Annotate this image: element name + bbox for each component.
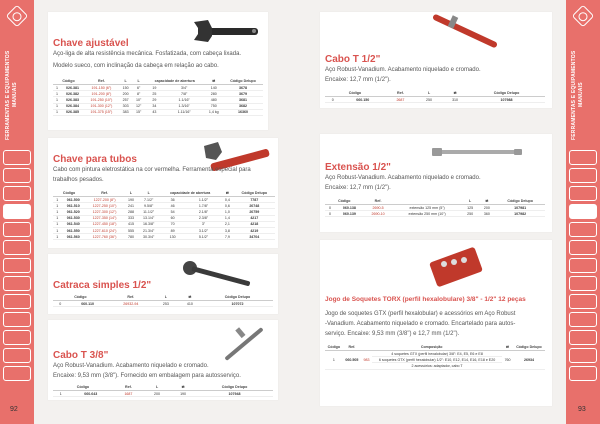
table-cell: 1 <box>53 97 61 103</box>
product-description: Encaixe: 9,53 mm (3/8"). Fornecido em embalagem para autosserviço. <box>53 373 241 379</box>
product-title: Cabo T 3/8" <box>53 350 109 361</box>
extension-bar-image <box>428 144 528 160</box>
table-cell: 250 <box>462 211 479 217</box>
product-table <box>325 90 545 103</box>
table-cell: 54 <box>159 209 185 215</box>
table-cell: 107988 <box>468 97 545 103</box>
product-card-chave-tubos <box>48 138 278 248</box>
product-card-catraca <box>48 254 278 314</box>
table-cell: 060.138 <box>335 205 364 211</box>
table-header: Código Delupo <box>468 90 545 97</box>
table-cell: 061.520 <box>61 209 85 215</box>
table-header: Ref. <box>364 198 393 205</box>
table-cell: 360 <box>479 211 496 217</box>
table-cell: 0,6 <box>221 203 234 209</box>
table-cell: 241 <box>124 203 138 209</box>
product-card-cabo-t-38 <box>48 320 278 400</box>
table-cell: 70 <box>159 221 185 227</box>
table-cell: 026.382 <box>61 91 84 97</box>
product-table <box>53 78 263 116</box>
section-tab[interactable] <box>569 366 597 381</box>
table-cell: 10" <box>132 97 145 103</box>
product-table <box>53 384 273 397</box>
table-cell: 480 <box>204 97 223 103</box>
section-tabs <box>3 150 31 384</box>
table-header: Ref. <box>108 294 154 301</box>
right-page <box>300 0 600 424</box>
table-cell: 1 <box>53 203 61 209</box>
table-cell: 26934 <box>513 351 545 370</box>
table-row <box>53 234 275 240</box>
table-cell: 1 <box>53 227 61 233</box>
product-description: Aço-liga de alta resistência mecânica. Fosfatizada, com cabeça lixada. <box>53 51 242 57</box>
table-cell: 16360 <box>223 109 263 115</box>
table-cell: 1 <box>53 234 61 240</box>
table-cell: 191-375 (15") <box>84 109 119 115</box>
table-cell: 1227-200 (8") <box>85 197 124 203</box>
table-cell: 34 <box>145 103 164 109</box>
table-cell: 2.3/8" <box>186 215 221 221</box>
table-cell: 1,0 <box>221 209 234 215</box>
table-cell: extensão 250 mm (10") <box>393 211 462 217</box>
table-cell: 200 <box>479 205 496 211</box>
table-cell: 026.381 <box>61 85 84 91</box>
table-header: Código Delupo <box>513 344 545 351</box>
table-header: Código <box>53 384 113 391</box>
table-cell: 288 <box>124 209 138 215</box>
sidebar-title: FERRAMENTAS E EQUIPAMENTOS MANUAIS <box>5 50 18 140</box>
section-tab[interactable] <box>569 294 597 309</box>
table-cell: 4219 <box>234 227 275 233</box>
table-cell: 1,4 <box>221 215 234 221</box>
table-cell: 107948 <box>196 391 273 397</box>
section-tab[interactable] <box>569 222 597 237</box>
table-cell: 150 <box>119 85 132 91</box>
table-cell: 107072 <box>202 301 273 307</box>
table-cell: 30.3/4" <box>138 234 159 240</box>
section-tab[interactable] <box>569 168 597 183</box>
table-header: capacidade de abertura <box>145 78 205 85</box>
table-header: Código Delupo <box>196 384 273 391</box>
table-header: Código Delupo <box>495 198 545 205</box>
product-card-jogo-soquetes <box>320 240 552 406</box>
table-header: Código Delupo <box>202 294 273 301</box>
table-cell: 200 <box>119 91 132 97</box>
table-header: Código <box>53 294 108 301</box>
product-description: Cabo com pintura eletrostática na cor vermelha. Ferramenta especial para <box>53 167 251 173</box>
table-cell: 7,9 <box>221 234 234 240</box>
adjustable-wrench-image <box>190 16 264 46</box>
table-cell: 061.510 <box>61 203 85 209</box>
table-cell: 1227-250 (10") <box>85 203 124 209</box>
table-header: L <box>124 190 138 197</box>
product-title: Extensão 1/2" <box>325 162 391 173</box>
table-header: Código <box>325 198 364 205</box>
table-header: ⇄ <box>204 78 223 85</box>
table-cell: 11.1/2" <box>138 209 159 215</box>
table-cell: 061.500 <box>61 197 85 203</box>
table-header: Ref. <box>343 344 361 351</box>
table-header: L <box>416 90 442 97</box>
table-cell: 060.150 <box>341 97 385 103</box>
table-cell: 3" <box>186 221 221 227</box>
table-cell: 2687 <box>385 97 416 103</box>
table-cell: 760 <box>502 351 513 370</box>
table-cell: 1227-350 (14") <box>85 215 124 221</box>
table-cell: 200 <box>144 391 170 397</box>
table-cell: 191-250 (10") <box>84 97 119 103</box>
table-cell: 1227-760 (36") <box>85 234 124 240</box>
table-header: ⇄ <box>479 198 496 205</box>
section-tab[interactable] <box>3 258 31 273</box>
table-cell: 410 <box>178 301 202 307</box>
table-cell: 140 <box>204 85 223 91</box>
t-handle-image <box>420 14 520 54</box>
table-cell: 983 <box>361 351 372 370</box>
section-tab[interactable] <box>3 294 31 309</box>
table-cell: 3678 <box>223 85 263 91</box>
table-cell: 19 <box>145 85 164 91</box>
table-cell: 2 acessórios: adaptador, cabo T <box>372 363 502 369</box>
table-cell: 026.385 <box>61 109 84 115</box>
table-cell: 3/4" <box>164 85 205 91</box>
product-title: Catraca simples 1/2" <box>53 280 152 291</box>
sidebar-title: FERRAMENTAS E EQUIPAMENTOS MANUAIS <box>571 50 584 140</box>
table-cell: 1 <box>53 91 61 97</box>
section-tab[interactable] <box>569 330 597 345</box>
table-cell: 13.1/4" <box>138 215 159 221</box>
table-cell: 25 <box>145 91 164 97</box>
table-cell: 1.11/16" <box>164 109 205 115</box>
table-cell: 190 <box>124 197 138 203</box>
table-cell: 0 <box>325 97 341 103</box>
table-cell: 60 <box>159 215 185 221</box>
table-cell: 060.505 <box>343 351 361 370</box>
product-description: Encaixe: 12,7 mm (1/2"). <box>325 77 391 83</box>
table-header: ⇄ <box>502 344 513 351</box>
section-tab[interactable] <box>3 330 31 345</box>
table-cell: 555 <box>124 227 138 233</box>
table-header: Código <box>325 344 343 351</box>
table-header: Ref. <box>113 384 144 391</box>
table-cell: 2.1/8" <box>186 209 221 215</box>
table-cell: 1 <box>53 85 61 91</box>
table-cell: 1227-300 (12") <box>85 209 124 215</box>
product-title: Chave ajustável <box>53 38 129 49</box>
table-cell: 21.3/4" <box>138 227 159 233</box>
section-tab[interactable] <box>3 348 31 363</box>
product-description: Encaixe: 12,7 mm (1/2"). <box>325 185 391 191</box>
table-cell: 061.560 <box>61 234 85 240</box>
section-tab[interactable] <box>3 312 31 327</box>
table-cell: 1227-450 (18") <box>85 221 124 227</box>
table-cell: 0 <box>325 211 335 217</box>
table-cell: 4218 <box>234 221 275 227</box>
product-description: Aço Robust-Vanadium. Acabamento niquelado e cromado. <box>53 363 209 369</box>
table-row <box>325 211 545 217</box>
brand-logo-icon <box>6 5 29 28</box>
page-number: 93 <box>578 406 586 413</box>
table-cell: 1 <box>53 215 61 221</box>
table-header: ⇄ <box>221 190 234 197</box>
table-cell: 3681 <box>223 97 263 103</box>
table-row <box>53 391 273 397</box>
table-header: Código <box>325 90 385 97</box>
table-header: Ref. <box>84 78 119 85</box>
section-tab-active[interactable] <box>569 204 597 219</box>
table-cell: 2690-5 <box>364 205 393 211</box>
section-tab[interactable] <box>569 258 597 273</box>
table-cell: 780 <box>124 234 138 240</box>
table-cell: 1 <box>53 103 61 109</box>
table-header: L <box>144 384 170 391</box>
table-cell: 061.540 <box>61 221 85 227</box>
table-cell: 2,1 <box>221 221 234 227</box>
section-tab-active[interactable] <box>3 204 31 219</box>
table-body <box>53 197 275 240</box>
table-cell: 16.3/8" <box>138 221 159 227</box>
left-sidebar <box>0 0 34 424</box>
table-cell: 1.7/8" <box>186 203 221 209</box>
table-cell: 1227-610 (24") <box>85 227 124 233</box>
table-cell: 130 <box>159 234 185 240</box>
table-header: capacidade de abertura <box>159 190 221 197</box>
table-cell: 0,4 <box>221 197 234 203</box>
table-cell: 107981 <box>495 205 545 211</box>
table-cell: 1.1/16" <box>164 97 205 103</box>
table-cell: 191-300 (12") <box>84 103 119 109</box>
table-cell: 061.530 <box>61 215 85 221</box>
table-cell: 89 <box>159 227 185 233</box>
table-header: ⇄ <box>178 294 202 301</box>
table-cell: 12" <box>132 103 145 109</box>
table-cell: 125 <box>462 205 479 211</box>
table-row <box>53 301 273 307</box>
product-description: Modelo sueco, com inclinação da cabeça em relação ao cabo. <box>53 63 219 69</box>
product-table <box>325 344 545 370</box>
table-cell: 4 soquetes GTX (perfil hexalobular) 3/8": E4, E5, E6 e E8 <box>372 351 502 357</box>
table-cell: 1.3/16" <box>164 103 205 109</box>
table-cell: 250 <box>416 97 442 103</box>
table-cell: 6" <box>132 85 145 91</box>
table-cell: 0 <box>325 205 335 211</box>
section-tabs <box>569 150 597 384</box>
table-cell: 1687 <box>113 391 144 397</box>
product-title: Jogo de Soquetes TORX (perfil hexalobulare) 3/8" - 1/2" 12 peças <box>325 296 526 303</box>
table-body <box>53 85 263 116</box>
section-tab[interactable] <box>569 150 597 165</box>
table-header: Código <box>53 190 85 197</box>
table-cell: 383 <box>119 109 132 115</box>
table-cell: 3.1/2" <box>186 227 221 233</box>
socket-set-image <box>426 244 486 294</box>
table-cell: 9.5/8" <box>138 203 159 209</box>
table-cell: 026.384 <box>61 103 84 109</box>
table-cell: 1,4 kg <box>204 109 223 115</box>
right-sidebar <box>566 0 600 424</box>
table-cell: 1 <box>53 221 61 227</box>
section-tab[interactable] <box>3 366 31 381</box>
product-description: -Vanadium. Acabamento niquelado e cromado. Encartelado para autos- <box>325 321 516 327</box>
table-cell: 1 <box>53 391 69 397</box>
table-cell: 26932-94 <box>108 301 154 307</box>
table-cell: 46 <box>159 203 185 209</box>
table-header: Código Delupo <box>223 78 263 85</box>
table-header: L <box>462 198 479 205</box>
table-cell: 061.550 <box>61 227 85 233</box>
section-tab[interactable] <box>3 222 31 237</box>
section-tab[interactable] <box>3 168 31 183</box>
table-cell: 280 <box>204 91 223 97</box>
section-tab[interactable] <box>569 348 597 363</box>
table-cell: 43 <box>145 109 164 115</box>
section-tab[interactable] <box>569 240 597 255</box>
product-table <box>53 190 275 240</box>
product-description: trabalhos pesados. <box>53 177 104 183</box>
table-cell: 107982 <box>495 211 545 217</box>
table-header: L <box>138 190 159 197</box>
product-table <box>325 198 545 217</box>
table-cell: 1 <box>53 209 61 215</box>
table-header: L <box>132 78 145 85</box>
table-cell: 190 <box>170 391 196 397</box>
table-cell: 310 <box>442 97 468 103</box>
product-title: Cabo T 1/2" <box>325 54 381 65</box>
table-cell: 5.1/2" <box>186 234 221 240</box>
table-cell: 3682 <box>223 103 263 109</box>
product-description: Aço Robust-Vanadium. Acabamento niquelado e cromado. <box>325 175 481 181</box>
product-card-cabo-t-12 <box>320 12 552 108</box>
table-cell: 026.383 <box>61 97 84 103</box>
table-cell: 4217 <box>234 215 275 221</box>
table-header: ⇄ <box>170 384 196 391</box>
table-cell: 6 soquetes GTX (perfil hexalobular) 1/2": E10, E12, E14, E16, E18 e E20 <box>372 357 502 363</box>
table-cell: 34704 <box>234 234 275 240</box>
table-cell: 2690-10 <box>364 211 393 217</box>
table-cell: 333 <box>124 215 138 221</box>
table-cell: 060.110 <box>67 301 107 307</box>
table-cell: 257 <box>119 97 132 103</box>
product-description: Jogo de soquetes GTX (perfil hexalobular) e acessórios em Aço Robust <box>325 311 516 317</box>
table-cell: 20759 <box>234 209 275 215</box>
table-cell: 3679 <box>223 91 263 97</box>
section-tab[interactable] <box>3 150 31 165</box>
table-cell: 7/8" <box>164 91 205 97</box>
section-tab[interactable] <box>3 240 31 255</box>
product-card-chave-ajustavel <box>48 12 268 130</box>
table-cell: 15" <box>132 109 145 115</box>
table-cell: 1.1/2" <box>186 197 221 203</box>
table-header: L <box>119 78 132 85</box>
brand-logo-icon <box>572 5 595 28</box>
table-cell: 750 <box>204 103 223 109</box>
table-cell: 20748 <box>234 203 275 209</box>
table-row <box>325 97 545 103</box>
table-header: Ref. <box>85 190 124 197</box>
product-table <box>53 294 273 307</box>
table-cell: 253 <box>154 301 178 307</box>
section-tab[interactable] <box>569 312 597 327</box>
table-cell: 29 <box>145 97 164 103</box>
table-cell: 303 <box>119 103 132 109</box>
table-header: L <box>154 294 178 301</box>
table-cell: 060.643 <box>69 391 113 397</box>
table-header: Código <box>53 78 84 85</box>
table-header: Composição <box>361 344 502 351</box>
section-tab[interactable] <box>569 186 597 201</box>
table-cell: 3,8 <box>221 227 234 233</box>
table-cell: 7787 <box>234 197 275 203</box>
table-header: Ref. <box>385 90 416 97</box>
product-title: Chave para tubos <box>53 154 137 165</box>
table-cell: 060.139 <box>335 211 364 217</box>
table-cell: 191-200 (8") <box>84 91 119 97</box>
product-description: Aço Robust-Vanadium. Acabamento niquelado e cromado. <box>325 67 481 73</box>
section-tab[interactable] <box>3 186 31 201</box>
product-card-extensao <box>320 134 552 232</box>
page-number: 92 <box>10 406 18 413</box>
table-cell: 415 <box>124 221 138 227</box>
section-tab[interactable] <box>569 276 597 291</box>
table-cell: 7.1/2" <box>138 197 159 203</box>
table-header: ⇄ <box>442 90 468 97</box>
product-description: serviço. Encaixe: 9,53 mm (3/8") e 12,7 mm (1/2"). <box>325 331 460 337</box>
section-tab[interactable] <box>3 276 31 291</box>
table-cell: 36 <box>159 197 185 203</box>
table-row <box>53 109 263 115</box>
table-cell: 1 <box>325 351 343 370</box>
table-cell: 1 <box>53 197 61 203</box>
table-cell: 1 <box>53 109 61 115</box>
ratchet-image <box>178 256 258 288</box>
table-header: Código Delupo <box>234 190 275 197</box>
table-cell: 8" <box>132 91 145 97</box>
table-cell: 191-150 (6") <box>84 85 119 91</box>
table-cell: extensão 125 mm (5") <box>393 205 462 211</box>
table-cell: 0 <box>53 301 67 307</box>
